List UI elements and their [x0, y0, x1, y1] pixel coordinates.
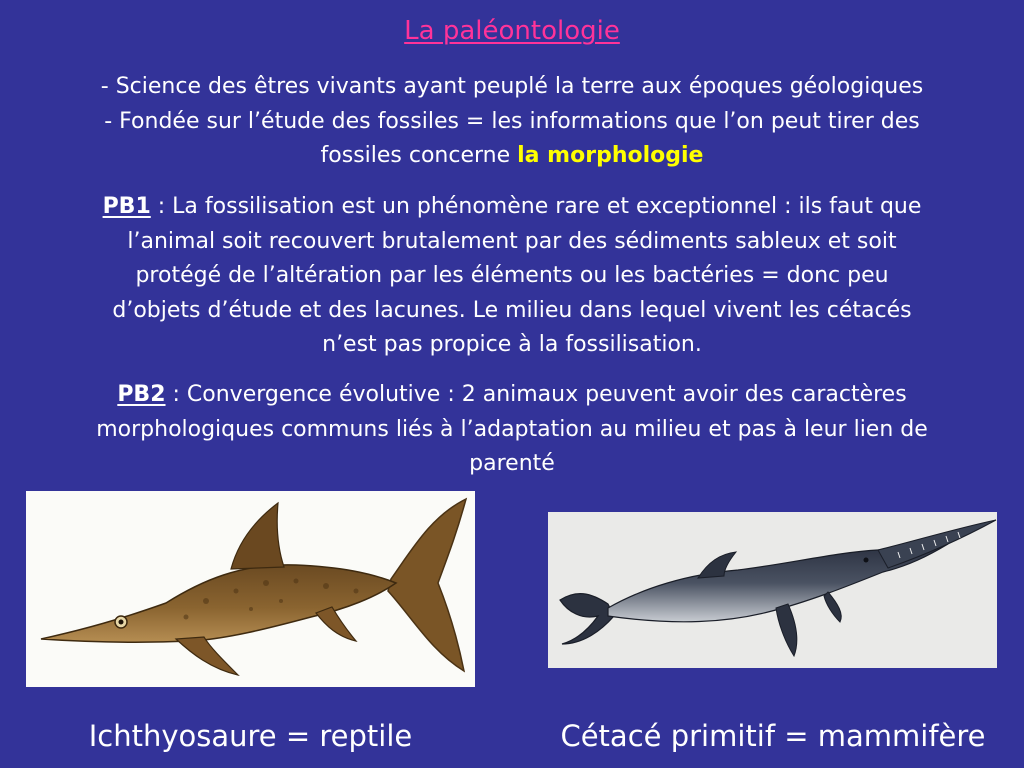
- ichthyosaur-image: [26, 491, 475, 687]
- cetacean-caption: Cétacé primitif = mammifère: [560, 719, 986, 753]
- intro-line-3: [18, 139, 1006, 174]
- pb2-line-2: morphologiques communs liés à l’adaptation au milieu et pas à leur lien de: [96, 416, 928, 442]
- intro-line-3-text: fossiles concerne: [320, 143, 518, 168]
- pb1-line-1: [18, 190, 1006, 225]
- pb1-line-2: l’animal soit recouvert brutalement par des sédiments sableux et soit: [127, 228, 897, 254]
- slide-title: La paléontologie: [404, 16, 620, 46]
- pb1-line-1-text: : La fossilisation est un phénomène rare et exceptionnel : ils faut que: [150, 194, 922, 219]
- pb2-line-1-text: : Convergence évolutive : 2 animaux peuvent avoir des caractères: [165, 382, 907, 407]
- ichthyosaur-illustration: [26, 491, 475, 687]
- morphology-highlight: la morphologie: [517, 143, 704, 168]
- primitive-cetacean-illustration: [548, 512, 997, 668]
- pb1-line-4: d’objets d’étude et des lacunes. Le milieu dans lequel vivent les cétacés: [112, 297, 912, 323]
- ichthyosaur-caption: Ichthyosaure = reptile: [88, 719, 413, 753]
- pb1-line-3: protégé de l’altération par les éléments ou les bactéries = donc peu: [135, 263, 889, 288]
- pb2-line-3: parenté: [469, 451, 555, 476]
- pb1-paragraph: [18, 190, 1006, 363]
- intro-line-1: - Science des êtres vivants ayant peuplé la terre aux époques géologiques: [100, 74, 924, 99]
- intro-line-2: - Fondée sur l’étude des fossiles = les informations que l’on peut tirer des: [104, 108, 920, 134]
- pb1-label: PB1: [102, 194, 151, 219]
- pb2-paragraph: [18, 378, 1006, 482]
- intro-paragraph: [18, 70, 1006, 174]
- pb2-line-1: [18, 378, 1006, 413]
- pb1-line-5: n’est pas propice à la fossilisation.: [322, 332, 702, 357]
- pb2-label: PB2: [117, 382, 166, 407]
- primitive-cetacean-image: [548, 512, 997, 668]
